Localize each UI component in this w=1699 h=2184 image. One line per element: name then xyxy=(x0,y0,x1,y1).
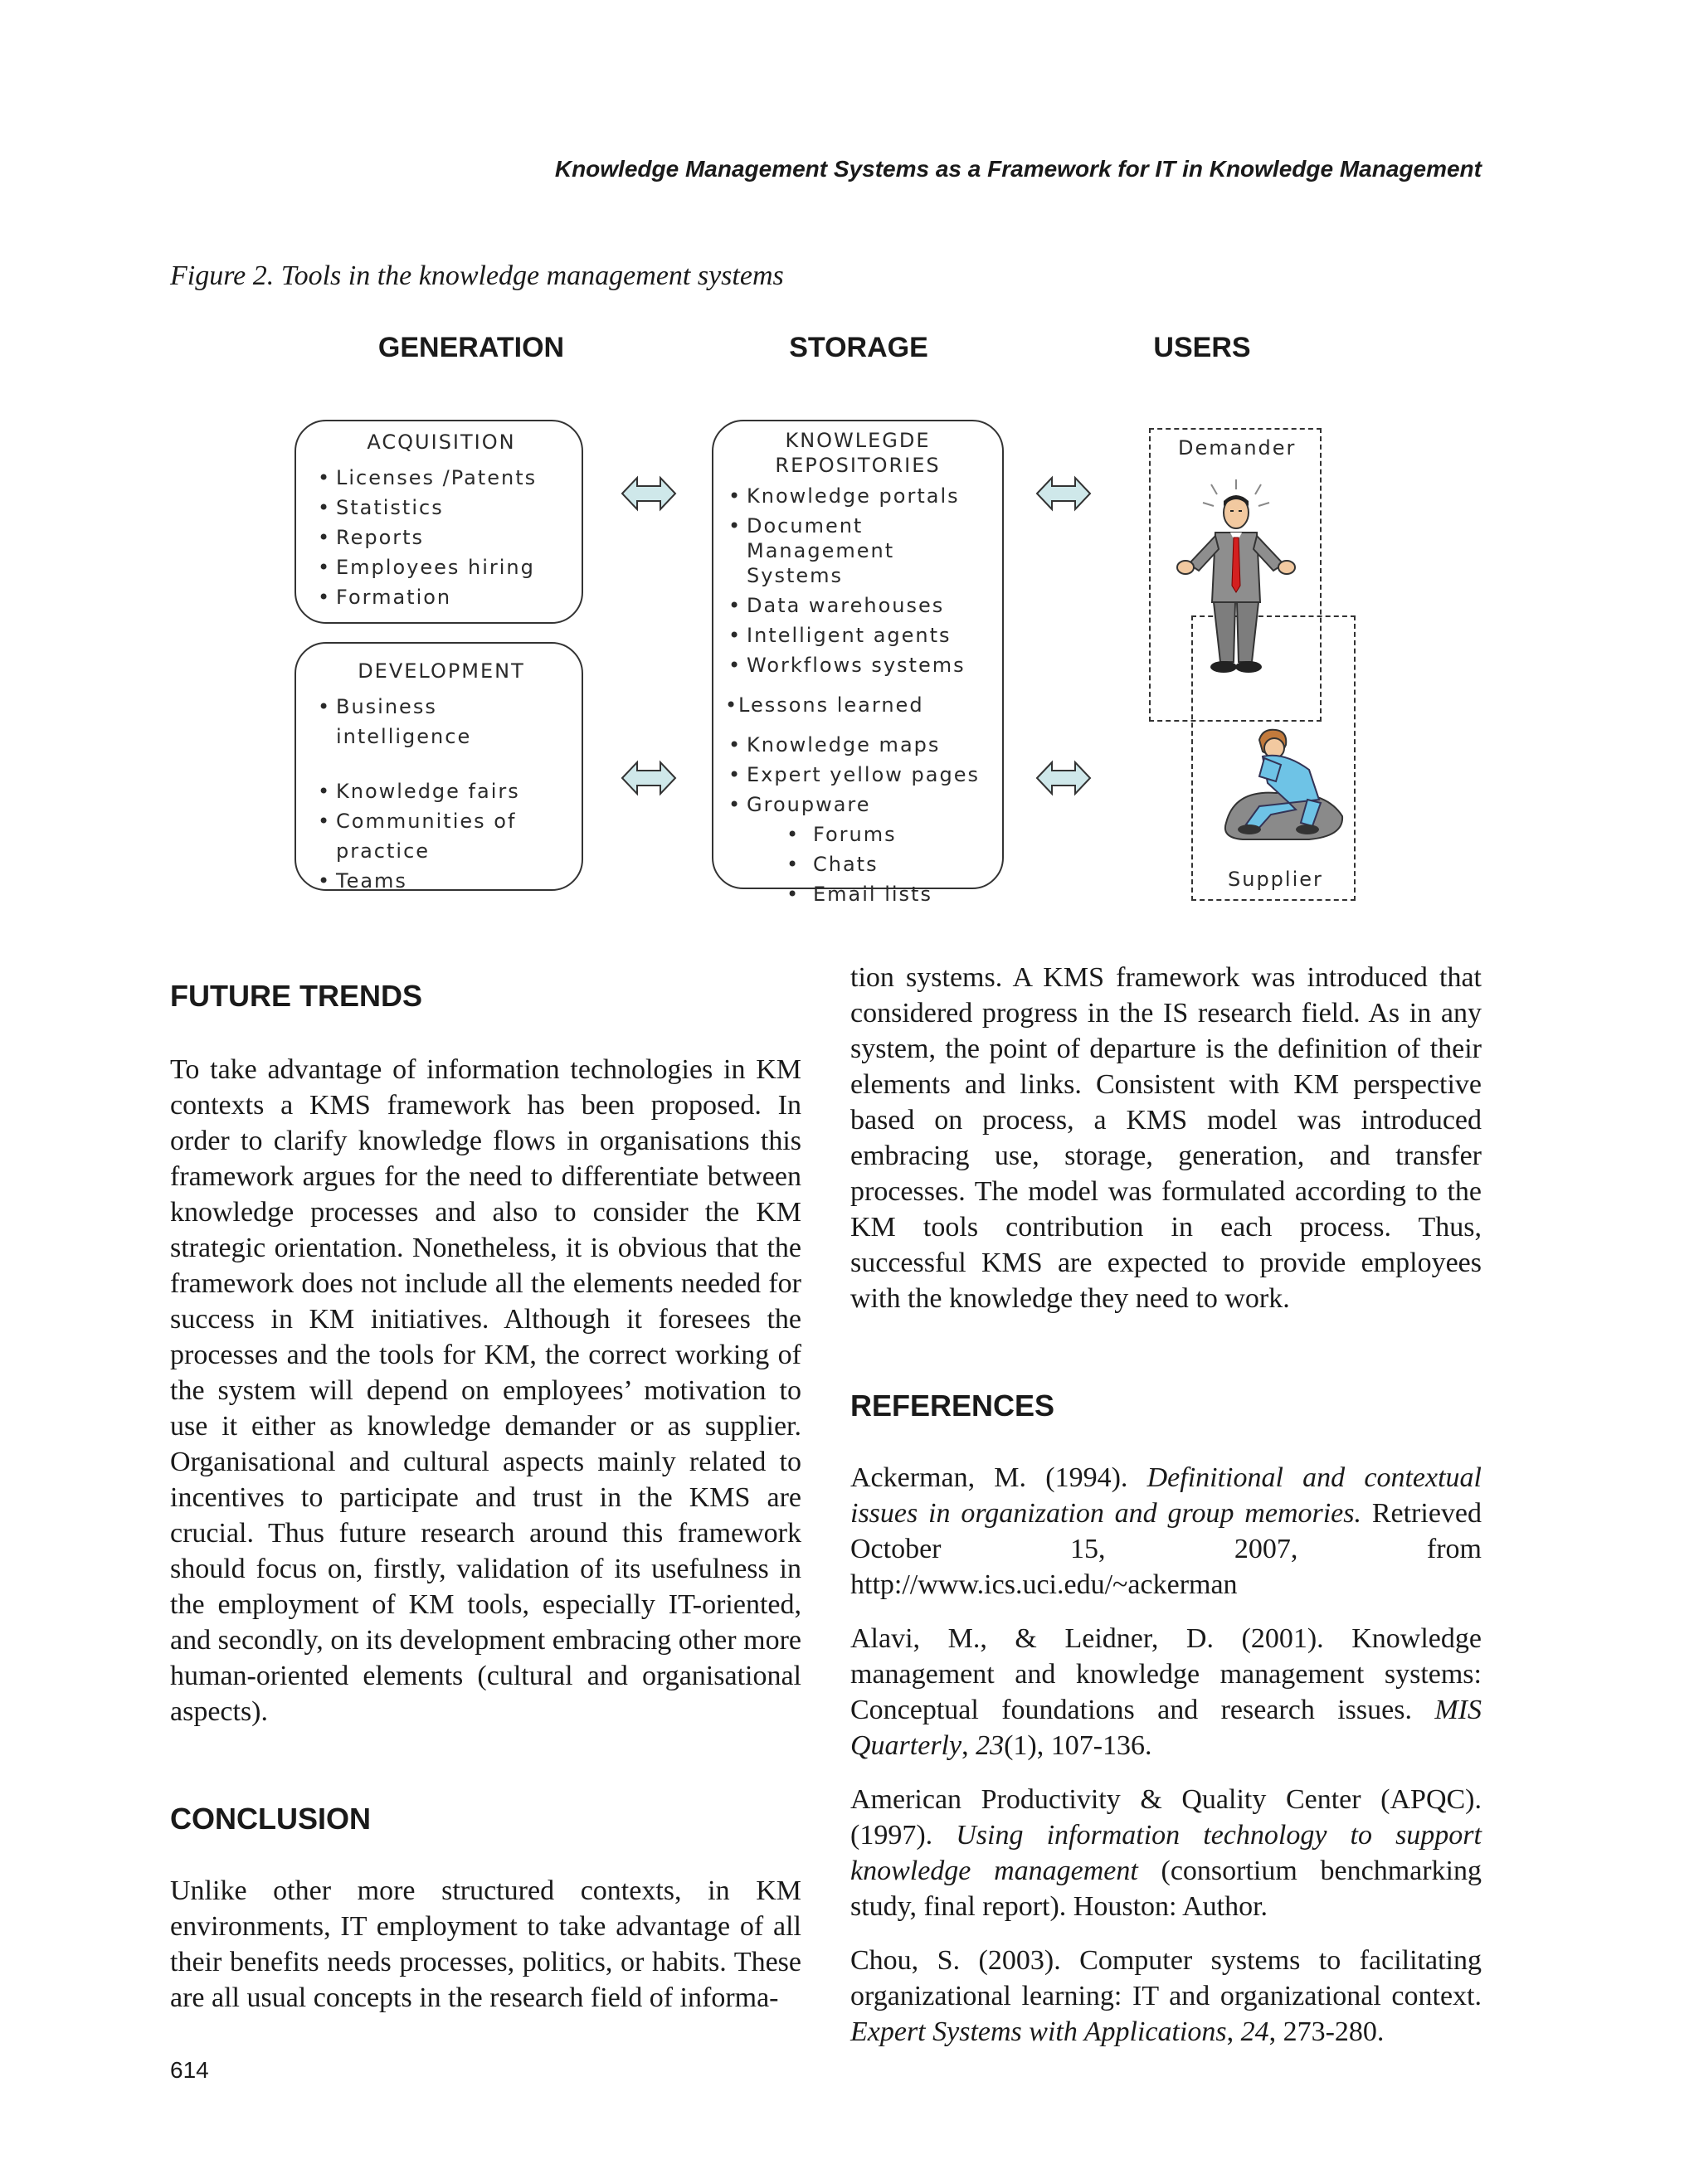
reference-item: American Productivity & Quality Center (APQC). (1997). Using information technology to support knowledge management (consortium benchmarking study, final report). Houston: Author. xyxy=(850,1784,1482,1922)
supplier-label: Supplier xyxy=(1228,868,1323,891)
development-box xyxy=(295,642,583,891)
acquisition-box xyxy=(295,420,583,624)
page-number: 614 xyxy=(170,2057,209,2083)
list-item: • Knowledge maps xyxy=(722,730,994,760)
paragraph: tion systems. A KMS framework was introduced that considered progress in the IS research field. As in any system, the point of departure is the definition of their elements and links. Consistent with KM perspective based on process, a KMS model was introduced embracing use, storage, generation, and transfer processes. The model was formulated according to the KM tools contribution in each process. Thus, successful KMS are expected to provide employees with the knowledge they need to work. xyxy=(850,962,1482,1314)
conclusion-body-continued xyxy=(850,960,1482,1316)
list-item: • Intelligent agents xyxy=(722,620,994,650)
list-item: • Chats xyxy=(722,849,994,879)
list-item: • Statistics xyxy=(311,493,572,523)
double-arrow-icon xyxy=(621,474,677,513)
reference-item: Chou, S. (2003). Computer systems to facilitating organizational learning: IT and organizational context. Expert Systems with Applications, 24, 273-280. xyxy=(850,1945,1482,2047)
column-header-generation: GENERATION xyxy=(377,332,565,363)
list-item: • Formation xyxy=(311,582,572,612)
paragraph: To take advantage of information technologies in KM contexts a KMS framework has been proposed. In order to clarify knowledge flows in organisations this framework argues for the need to differentiate between knowledge processes and also to consider the KM strategic orientation. Nonetheless, it is obvious that the framework does not include all the elements needed for success in KM initiatives. Although it foresees the processes and the tools for KM, the correct working of the system will depend on employees’ motivation to use it either as knowledge demander or as supplier. Organisational and cultural aspects mainly related to incentives to participate and trust in the KMS are crucial. Thus future research around this framework should focus on, firstly, validation of its usefulness in the employment of KM tools, especially IT-oriented, and secondly, on its development embracing other more human-oriented elements (cultural and organisational aspects). xyxy=(170,1054,801,1727)
double-arrow-icon xyxy=(621,759,677,797)
list-item: • Lessons learned xyxy=(722,690,994,720)
list-item: • Licenses /Patents xyxy=(311,463,572,493)
section-heading-conclusion: CONCLUSION xyxy=(170,1802,371,1836)
reference-item: Alavi, M., & Leidner, D. (2001). Knowledge management and knowledge management systems: Conceptual foundations and research issues. MIS Quarterly, 23(1), 107-136. xyxy=(850,1623,1482,1761)
list-item: • Communities of practice xyxy=(311,806,572,866)
list-item: • Document Management Systems xyxy=(722,511,994,591)
acquisition-title: ACQUISITION xyxy=(367,430,516,454)
repositories-box xyxy=(712,420,1004,906)
list-item: • Business intelligence xyxy=(311,692,572,752)
section-heading-references: REFERENCES xyxy=(850,1389,1055,1423)
demander-person-icon xyxy=(1166,478,1307,677)
double-arrow-icon xyxy=(1035,759,1092,797)
conclusion-body xyxy=(170,1873,801,2016)
list-item: • Email lists xyxy=(722,879,994,909)
repositories-title: KNOWLEGDE REPOSITORIES xyxy=(775,429,941,477)
list-item: • Groupware xyxy=(722,790,994,820)
paragraph: Unlike other more structured contexts, in KM environments, IT employment to take advantage of all their benefits needs processes, politics, or habits. These are all usual concepts in the research field of informa- xyxy=(170,1875,801,2013)
list-item: • Knowledge fairs xyxy=(311,776,572,806)
double-arrow-icon xyxy=(1035,474,1092,513)
supplier-person-icon xyxy=(1210,723,1351,848)
list-item: • Expert yellow pages xyxy=(722,760,994,790)
reference-item: Ackerman, M. (1994). Definitional and contextual issues in organization and group memories. Retrieved October 15, 2007, from http://www.ics.uci.edu/~ackerman xyxy=(850,1462,1482,1600)
section-heading-future-trends: FUTURE TRENDS xyxy=(170,979,422,1013)
list-item: • Reports xyxy=(311,523,572,552)
demander-label: Demander xyxy=(1178,436,1297,460)
figure-caption: Figure 2. Tools in the knowledge management systems xyxy=(170,260,784,291)
future-trends-body xyxy=(170,1052,801,1729)
list-item: • Forums xyxy=(722,820,994,849)
list-item: • Employees hiring xyxy=(311,552,572,582)
running-head: Knowledge Management Systems as a Framework for IT in Knowledge Management xyxy=(554,156,1482,182)
column-header-users: USERS xyxy=(1153,332,1251,363)
list-item: • Data warehouses xyxy=(722,591,994,620)
reference-list xyxy=(850,1460,1482,2050)
list-item: • Teams xyxy=(311,866,572,896)
list-item: • Knowledge portals xyxy=(722,481,994,511)
list-item: • Workflows systems xyxy=(722,650,994,680)
column-header-storage: STORAGE xyxy=(789,332,928,363)
development-title: DEVELOPMENT xyxy=(358,659,525,683)
